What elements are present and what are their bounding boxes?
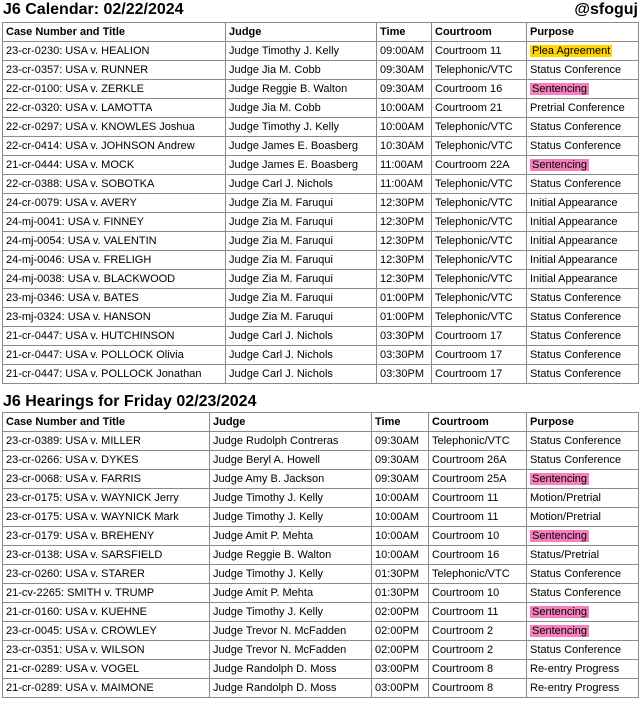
purpose-label: Status Conference	[530, 292, 622, 304]
purpose-cell	[527, 346, 639, 365]
purpose-highlight: Plea Agreement	[532, 45, 611, 57]
table-row	[3, 584, 639, 603]
case-cell: 23-cr-0138: USA v. SARSFIELD	[3, 546, 210, 565]
purpose-label: Status Conference	[530, 435, 622, 447]
table-row	[3, 194, 639, 213]
judge-cell: Judge Zia M. Faruqui	[226, 251, 377, 270]
hearings-table	[2, 412, 639, 698]
time-cell: 12:30PM	[377, 251, 432, 270]
case-cell: 21-cr-0447: USA v. POLLOCK Jonathan	[3, 365, 226, 384]
time-cell: 03:30PM	[377, 346, 432, 365]
judge-cell: Judge Zia M. Faruqui	[226, 289, 377, 308]
case-cell: 23-cr-0351: USA v. WILSON	[3, 641, 210, 660]
courtroom-cell: Telephonic/VTC	[429, 432, 527, 451]
purpose-label: Initial Appearance	[530, 254, 618, 266]
time-cell: 09:30AM	[377, 61, 432, 80]
judge-cell: Judge Zia M. Faruqui	[226, 232, 377, 251]
courtroom-cell: Telephonic/VTC	[432, 118, 527, 137]
purpose-cell	[527, 42, 639, 61]
purpose-label: Status Conference	[530, 311, 622, 323]
calendar-header-row	[3, 23, 639, 42]
case-cell: 22-cr-0100: USA v. ZERKLE	[3, 80, 226, 99]
header-purpose: Purpose	[527, 23, 639, 42]
purpose-label: Status Conference	[530, 178, 622, 190]
courtroom-cell: Telephonic/VTC	[432, 251, 527, 270]
case-cell: 22-cr-0414: USA v. JOHNSON Andrew	[3, 137, 226, 156]
purpose-cell	[527, 432, 639, 451]
courtroom-cell: Telephonic/VTC	[432, 270, 527, 289]
purpose-highlight: Sentencing	[532, 473, 588, 485]
courtroom-cell: Courtroom 21	[432, 99, 527, 118]
purpose-cell	[527, 622, 639, 641]
time-cell: 03:30PM	[377, 365, 432, 384]
judge-cell: Judge Trevor N. McFadden	[210, 622, 372, 641]
courtroom-cell: Courtroom 2	[429, 622, 527, 641]
time-cell: 10:00AM	[377, 99, 432, 118]
purpose-label: Status/Pretrial	[530, 549, 600, 561]
time-cell: 09:30AM	[377, 80, 432, 99]
case-cell: 22-cr-0388: USA v. SOBOTKA	[3, 175, 226, 194]
table-row	[3, 622, 639, 641]
table-row	[3, 61, 639, 80]
time-cell: 10:00AM	[372, 489, 429, 508]
purpose-highlight: Sentencing	[532, 530, 588, 542]
time-cell: 03:30PM	[377, 327, 432, 346]
judge-cell: Judge James E. Boasberg	[226, 137, 377, 156]
table-row	[3, 470, 639, 489]
time-cell: 01:00PM	[377, 289, 432, 308]
case-cell: 21-cr-0289: USA v. VOGEL	[3, 660, 210, 679]
author-handle: @sfoguj	[574, 1, 638, 18]
purpose-cell	[527, 99, 639, 118]
purpose-cell	[527, 137, 639, 156]
judge-cell: Judge Jia M. Cobb	[226, 61, 377, 80]
judge-cell: Judge Amit P. Mehta	[210, 527, 372, 546]
case-cell: 21-cv-2265: SMITH v. TRUMP	[3, 584, 210, 603]
judge-cell: Judge Amit P. Mehta	[210, 584, 372, 603]
case-cell: 21-cr-0447: USA v. HUTCHINSON	[3, 327, 226, 346]
case-cell: 24-mj-0041: USA v. FINNEY	[3, 213, 226, 232]
courtroom-cell: Courtroom 17	[432, 365, 527, 384]
purpose-cell	[527, 470, 639, 489]
time-cell: 10:00AM	[372, 508, 429, 527]
judge-cell: Judge James E. Boasberg	[226, 156, 377, 175]
courtroom-cell: Courtroom 8	[429, 660, 527, 679]
header-courtroom: Courtroom	[429, 413, 527, 432]
courtroom-cell: Telephonic/VTC	[432, 137, 527, 156]
courtroom-cell: Courtroom 11	[432, 42, 527, 61]
judge-cell: Judge Zia M. Faruqui	[226, 213, 377, 232]
purpose-label: Status Conference	[530, 587, 622, 599]
table-row	[3, 679, 639, 698]
judge-cell: Judge Timothy J. Kelly	[210, 565, 372, 584]
time-cell: 01:30PM	[372, 584, 429, 603]
purpose-label: Initial Appearance	[530, 197, 618, 209]
purpose-cell	[527, 565, 639, 584]
case-cell: 23-mj-0324: USA v. HANSON	[3, 308, 226, 327]
calendar-table	[2, 22, 639, 384]
purpose-cell	[527, 365, 639, 384]
courtroom-cell: Courtroom 17	[432, 346, 527, 365]
courtroom-cell: Courtroom 11	[429, 508, 527, 527]
purpose-cell	[527, 527, 639, 546]
purpose-label: Status Conference	[530, 368, 622, 380]
header-case: Case Number and Title	[3, 23, 226, 42]
courtroom-cell: Courtroom 8	[429, 679, 527, 698]
judge-cell: Judge Zia M. Faruqui	[226, 308, 377, 327]
case-cell: 22-cr-0320: USA v. LAMOTTA	[3, 99, 226, 118]
table-row	[3, 308, 639, 327]
courtroom-cell: Courtroom 10	[429, 584, 527, 603]
judge-cell: Judge Beryl A. Howell	[210, 451, 372, 470]
table-row	[3, 213, 639, 232]
table-row	[3, 489, 639, 508]
purpose-cell	[527, 660, 639, 679]
purpose-cell	[527, 270, 639, 289]
courtroom-cell: Courtroom 16	[429, 546, 527, 565]
header-judge: Judge	[210, 413, 372, 432]
purpose-cell	[527, 451, 639, 470]
judge-cell: Judge Timothy J. Kelly	[226, 42, 377, 61]
purpose-label: Status Conference	[530, 121, 622, 133]
hearings-header-row	[3, 413, 639, 432]
table-row	[3, 365, 639, 384]
courtroom-cell: Telephonic/VTC	[432, 308, 527, 327]
time-cell: 02:00PM	[372, 641, 429, 660]
judge-cell: Judge Zia M. Faruqui	[226, 270, 377, 289]
time-cell: 03:00PM	[372, 679, 429, 698]
purpose-label: Status Conference	[530, 64, 622, 76]
purpose-label: Motion/Pretrial	[530, 511, 601, 523]
case-cell: 23-cr-0260: USA v. STARER	[3, 565, 210, 584]
table-row	[3, 451, 639, 470]
table-row	[3, 118, 639, 137]
case-cell: 21-cr-0160: USA v. KUEHNE	[3, 603, 210, 622]
table-row	[3, 641, 639, 660]
table-row	[3, 546, 639, 565]
judge-cell: Judge Carl J. Nichols	[226, 327, 377, 346]
table-row	[3, 508, 639, 527]
purpose-cell	[527, 156, 639, 175]
judge-cell: Judge Carl J. Nichols	[226, 175, 377, 194]
purpose-label: Status Conference	[530, 140, 622, 152]
judge-cell: Judge Amy B. Jackson	[210, 470, 372, 489]
header-judge: Judge	[226, 23, 377, 42]
case-cell: 23-cr-0230: USA v. HEALION	[3, 42, 226, 61]
judge-cell: Judge Timothy J. Kelly	[210, 489, 372, 508]
purpose-cell	[527, 213, 639, 232]
time-cell: 12:30PM	[377, 270, 432, 289]
courtroom-cell: Telephonic/VTC	[432, 175, 527, 194]
judge-cell: Judge Trevor N. McFadden	[210, 641, 372, 660]
purpose-label: Re-entry Progress	[530, 663, 620, 675]
purpose-label: Status Conference	[530, 644, 622, 656]
hearings-title: J6 Hearings for Friday 02/23/2024	[3, 393, 257, 410]
purpose-label: Pretrial Conference	[530, 102, 625, 114]
time-cell: 09:30AM	[372, 451, 429, 470]
table-row	[3, 175, 639, 194]
judge-cell: Judge Timothy J. Kelly	[226, 118, 377, 137]
table-row	[3, 232, 639, 251]
purpose-cell	[527, 175, 639, 194]
courtroom-cell: Telephonic/VTC	[429, 565, 527, 584]
time-cell: 12:30PM	[377, 194, 432, 213]
time-cell: 10:30AM	[377, 137, 432, 156]
case-cell: 21-cr-0447: USA v. POLLOCK Olivia	[3, 346, 226, 365]
table-row	[3, 42, 639, 61]
case-cell: 24-mj-0046: USA v. FRELIGH	[3, 251, 226, 270]
time-cell: 12:30PM	[377, 232, 432, 251]
case-cell: 22-cr-0297: USA v. KNOWLES Joshua	[3, 118, 226, 137]
purpose-label: Initial Appearance	[530, 235, 618, 247]
purpose-cell	[527, 61, 639, 80]
table-row	[3, 251, 639, 270]
time-cell: 09:00AM	[377, 42, 432, 61]
time-cell: 10:00AM	[377, 118, 432, 137]
time-cell: 12:30PM	[377, 213, 432, 232]
courtroom-cell: Telephonic/VTC	[432, 213, 527, 232]
purpose-cell	[527, 508, 639, 527]
courtroom-cell: Courtroom 11	[429, 603, 527, 622]
header-time: Time	[372, 413, 429, 432]
courtroom-cell: Courtroom 17	[432, 327, 527, 346]
table-row	[3, 346, 639, 365]
purpose-highlight: Sentencing	[532, 625, 588, 637]
time-cell: 01:30PM	[372, 565, 429, 584]
case-cell: 23-cr-0068: USA v. FARRIS	[3, 470, 210, 489]
purpose-cell	[527, 251, 639, 270]
purpose-label: Status Conference	[530, 568, 622, 580]
table-row	[3, 80, 639, 99]
judge-cell: Judge Reggie B. Walton	[226, 80, 377, 99]
case-cell: 24-mj-0054: USA v. VALENTIN	[3, 232, 226, 251]
case-cell: 23-cr-0045: USA v. CROWLEY	[3, 622, 210, 641]
time-cell: 09:30AM	[372, 470, 429, 489]
purpose-label: Initial Appearance	[530, 273, 618, 285]
courtroom-cell: Courtroom 16	[432, 80, 527, 99]
case-cell: 24-cr-0079: USA v. AVERY	[3, 194, 226, 213]
time-cell: 11:00AM	[377, 156, 432, 175]
table-row	[3, 432, 639, 451]
table-row	[3, 603, 639, 622]
case-cell: 23-cr-0266: USA v. DYKES	[3, 451, 210, 470]
purpose-label: Status Conference	[530, 349, 622, 361]
courtroom-cell: Courtroom 25A	[429, 470, 527, 489]
purpose-cell	[527, 546, 639, 565]
judge-cell: Judge Carl J. Nichols	[226, 365, 377, 384]
header-courtroom: Courtroom	[432, 23, 527, 42]
judge-cell: Judge Timothy J. Kelly	[210, 603, 372, 622]
table-row	[3, 527, 639, 546]
table-row	[3, 327, 639, 346]
purpose-cell	[527, 232, 639, 251]
purpose-cell	[527, 603, 639, 622]
case-cell: 23-cr-0389: USA v. MILLER	[3, 432, 210, 451]
courtroom-cell: Telephonic/VTC	[432, 232, 527, 251]
purpose-highlight: Sentencing	[532, 606, 588, 618]
judge-cell: Judge Carl J. Nichols	[226, 346, 377, 365]
courtroom-cell: Courtroom 22A	[432, 156, 527, 175]
purpose-label: Initial Appearance	[530, 216, 618, 228]
table-row	[3, 156, 639, 175]
courtroom-cell: Courtroom 26A	[429, 451, 527, 470]
judge-cell: Judge Rudolph Contreras	[210, 432, 372, 451]
time-cell: 02:00PM	[372, 603, 429, 622]
judge-cell: Judge Zia M. Faruqui	[226, 194, 377, 213]
courtroom-cell: Telephonic/VTC	[432, 289, 527, 308]
judge-cell: Judge Timothy J. Kelly	[210, 508, 372, 527]
courtroom-cell: Telephonic/VTC	[432, 61, 527, 80]
time-cell: 03:00PM	[372, 660, 429, 679]
purpose-cell	[527, 289, 639, 308]
purpose-label: Motion/Pretrial	[530, 492, 601, 504]
purpose-label: Status Conference	[530, 454, 622, 466]
table-row	[3, 660, 639, 679]
purpose-cell	[527, 118, 639, 137]
case-cell: 23-mj-0346: USA v. BATES	[3, 289, 226, 308]
judge-cell: Judge Randolph D. Moss	[210, 660, 372, 679]
time-cell: 02:00PM	[372, 622, 429, 641]
table-row	[3, 270, 639, 289]
time-cell: 11:00AM	[377, 175, 432, 194]
header-time: Time	[377, 23, 432, 42]
purpose-label: Status Conference	[530, 330, 622, 342]
purpose-label: Re-entry Progress	[530, 682, 620, 694]
time-cell: 01:00PM	[377, 308, 432, 327]
time-cell: 10:00AM	[372, 527, 429, 546]
courtroom-cell: Courtroom 10	[429, 527, 527, 546]
judge-cell: Judge Jia M. Cobb	[226, 99, 377, 118]
case-cell: 21-cr-0444: USA v. MOCK	[3, 156, 226, 175]
purpose-highlight: Sentencing	[532, 83, 588, 95]
judge-cell: Judge Randolph D. Moss	[210, 679, 372, 698]
purpose-cell	[527, 308, 639, 327]
header-case: Case Number and Title	[3, 413, 210, 432]
case-cell: 23-cr-0179: USA v. BREHENY	[3, 527, 210, 546]
courtroom-cell: Courtroom 11	[429, 489, 527, 508]
case-cell: 23-cr-0175: USA v. WAYNICK Mark	[3, 508, 210, 527]
purpose-cell	[527, 80, 639, 99]
case-cell: 21-cr-0289: USA v. MAIMONE	[3, 679, 210, 698]
purpose-cell	[527, 327, 639, 346]
courtroom-cell: Courtroom 2	[429, 641, 527, 660]
time-cell: 10:00AM	[372, 546, 429, 565]
courtroom-cell: Telephonic/VTC	[432, 194, 527, 213]
calendar-title: J6 Calendar: 02/22/2024	[3, 1, 184, 18]
purpose-cell	[527, 489, 639, 508]
purpose-cell	[527, 641, 639, 660]
table-row	[3, 289, 639, 308]
time-cell: 09:30AM	[372, 432, 429, 451]
case-cell: 23-cr-0175: USA v. WAYNICK Jerry	[3, 489, 210, 508]
judge-cell: Judge Reggie B. Walton	[210, 546, 372, 565]
purpose-cell	[527, 679, 639, 698]
table-row	[3, 565, 639, 584]
purpose-highlight: Sentencing	[532, 159, 588, 171]
purpose-cell	[527, 194, 639, 213]
case-cell: 24-mj-0038: USA v. BLACKWOOD	[3, 270, 226, 289]
header-purpose: Purpose	[527, 413, 639, 432]
purpose-cell	[527, 584, 639, 603]
case-cell: 23-cr-0357: USA v. RUNNER	[3, 61, 226, 80]
table-row	[3, 99, 639, 118]
table-row	[3, 137, 639, 156]
